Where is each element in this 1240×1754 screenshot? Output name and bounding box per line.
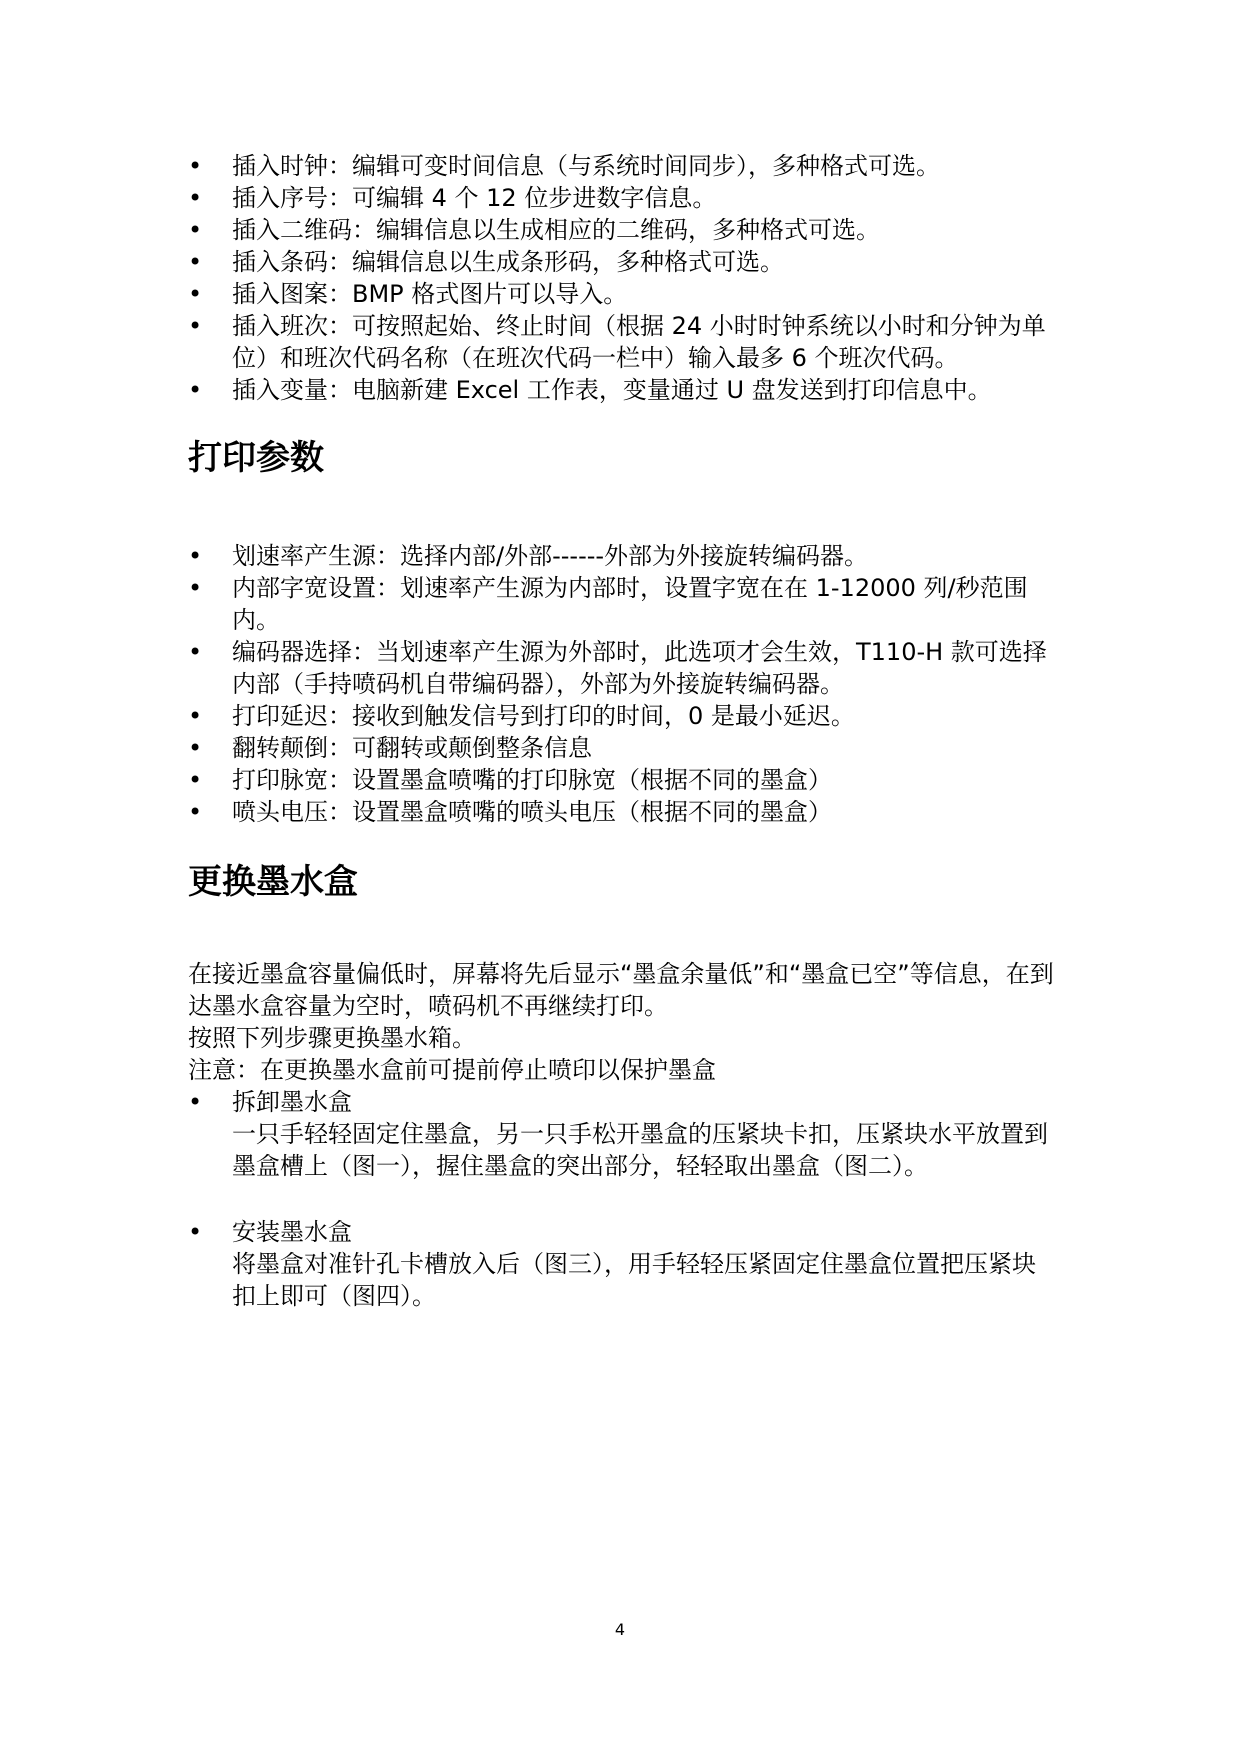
list-item <box>188 310 1058 374</box>
list-item <box>188 278 1058 310</box>
list-item-text: 插入班次：可按照起始、终止时间（根据 24 小时时钟系统以小时和分钟为单位）和班次代码名称（在班次代码一栏中）输入最多 6 个班次代码。 <box>232 312 1046 372</box>
list-item-text: 编码器选择：当划速率产生源为外部时，此选项才会生效，T110-H 款可选择内部（手持喷码机自带编码器），外部为外接旋转编码器。 <box>232 638 1047 698</box>
step-title: 安装墨水盒 <box>232 1218 352 1246</box>
page-number: 4 <box>614 1620 626 1639</box>
list-item <box>188 572 1058 636</box>
list-item <box>188 540 1058 572</box>
paragraph: 注意：在更换墨水盒前可提前停止喷印以保护墨盒 <box>188 1056 716 1084</box>
bullet-marker: • <box>188 574 203 602</box>
bullet-marker: • <box>188 1218 203 1246</box>
list-item <box>188 732 1058 764</box>
list-item-text: 插入变量：电脑新建 Excel 工作表，变量通过 U 盘发送到打印信息中。 <box>232 376 992 404</box>
bullet-marker: • <box>188 734 203 762</box>
insert-features-list <box>188 150 1058 406</box>
section-heading-replace-ink-cartridge: 更换墨水盒 <box>188 862 358 902</box>
list-item <box>188 182 1058 214</box>
bullet-marker: • <box>188 152 203 180</box>
list-item-text: 插入序号：可编辑 4 个 12 位步进数字信息。 <box>232 184 717 212</box>
list-item-text: 插入二维码：编辑信息以生成相应的二维码，多种格式可选。 <box>232 216 880 244</box>
paragraph: 按照下列步骤更换墨水箱。 <box>188 1024 476 1052</box>
step-item-install <box>188 1216 1058 1312</box>
section-heading-print-parameters: 打印参数 <box>188 438 324 478</box>
list-item-text: 插入时钟：编辑可变时间信息（与系统时间同步），多种格式可选。 <box>232 152 940 180</box>
print-parameters-list <box>188 540 1058 828</box>
bullet-marker: • <box>188 312 203 340</box>
step-item-remove <box>188 1086 1058 1182</box>
list-item-text: 打印脉宽：设置墨盒喷嘴的打印脉宽（根据不同的墨盒） <box>232 766 832 794</box>
list-item <box>188 214 1058 246</box>
list-item-text: 划速率产生源：选择内部/外部------外部为外接旋转编码器。 <box>232 542 869 570</box>
paragraph: 在接近墨盒容量偏低时，屏幕将先后显示“墨盒余量低”和“墨盒已空”等信息，在到达墨水盒容量为空时，喷码机不再继续打印。 <box>188 960 1054 1020</box>
list-item-text: 翻转颠倒：可翻转或颠倒整条信息 <box>232 734 592 762</box>
bullet-marker: • <box>188 702 203 730</box>
step-body: 将墨盒对准针孔卡槽放入后（图三），用手轻轻压紧固定住墨盒位置把压紧块扣上即可（图四）。 <box>232 1250 1036 1310</box>
list-item <box>188 764 1058 796</box>
step-body: 一只手轻轻固定住墨盒，另一只手松开墨盒的压紧块卡扣，压紧块水平放置到墨盒槽上（图一），握住墨盒的突出部分，轻轻取出墨盒（图二）。 <box>232 1120 1048 1180</box>
bullet-marker: • <box>188 248 203 276</box>
list-item-text: 插入图案：BMP 格式图片可以导入。 <box>232 280 628 308</box>
intro-paragraphs <box>188 958 1058 1086</box>
bullet-marker: • <box>188 638 203 666</box>
bullet-marker: • <box>188 376 203 404</box>
list-item <box>188 636 1058 700</box>
list-item <box>188 246 1058 278</box>
bullet-marker: • <box>188 1088 203 1116</box>
bullet-marker: • <box>188 542 203 570</box>
list-item <box>188 700 1058 732</box>
bullet-marker: • <box>188 280 203 308</box>
bullet-marker: • <box>188 184 203 212</box>
bullet-marker: • <box>188 766 203 794</box>
bullet-marker: • <box>188 216 203 244</box>
list-item-text: 喷头电压：设置墨盒喷嘴的喷头电压（根据不同的墨盒） <box>232 798 832 826</box>
list-item <box>188 150 1058 182</box>
list-item-text: 插入条码：编辑信息以生成条形码，多种格式可选。 <box>232 248 784 276</box>
list-item <box>188 374 1058 406</box>
list-item <box>188 796 1058 828</box>
bullet-marker: • <box>188 798 203 826</box>
list-item-text: 内部字宽设置：划速率产生源为内部时，设置字宽在在 1-12000 列/秒范围内。 <box>232 574 1028 634</box>
list-item-text: 打印延迟：接收到触发信号到打印的时间，0 是最小延迟。 <box>232 702 855 730</box>
replacement-steps-list <box>188 1086 1058 1312</box>
step-title: 拆卸墨水盒 <box>232 1088 352 1116</box>
